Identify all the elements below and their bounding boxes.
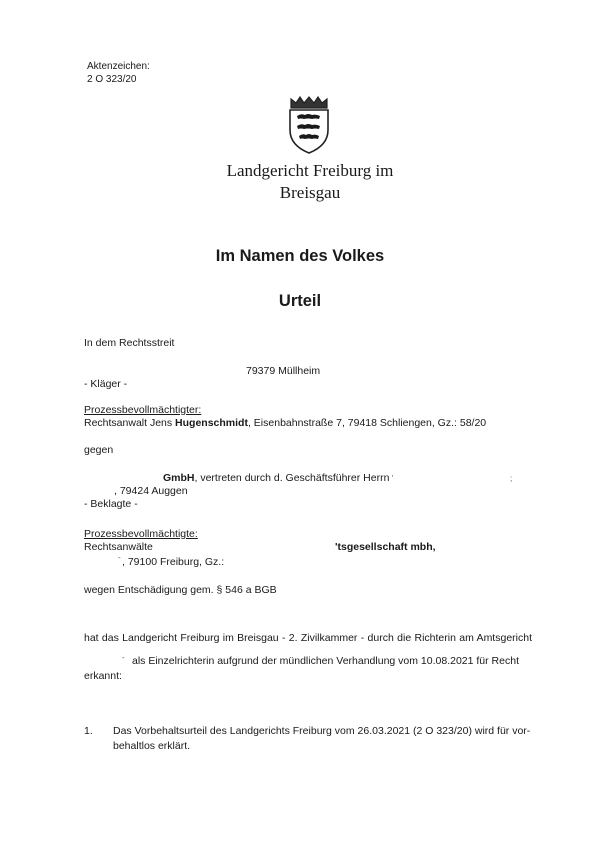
ruling-intro-line1: hat das Landgericht Freiburg im Breisgau - 2. Zivilkammer - durch die Richterin am Amtsgericht [84,632,532,644]
court-name-line1: Landgericht Freiburg im [226,161,394,180]
plaintiff-address: 79379 Müllheim [246,365,321,377]
subject-line: wegen Entschädigung gem. § 546 a BGB [84,584,277,596]
heading: Im Namen des Volkes [215,247,385,265]
versus-text: gegen [84,444,114,456]
case-reference-label: Aktenzeichen: [87,61,150,72]
defendant-counsel-firm: 'tsgesellschaft mbh, [335,541,436,553]
item-number: 1. [84,725,93,737]
counsel-prefix: Rechtsanwalt Jens [84,417,176,429]
ruling-intro-line3: erkannt: [84,670,122,682]
item-line2: behaltlos erklärt. [113,740,191,752]
defendant-counsel-heading: Prozessbevollmächtigte: [84,528,198,540]
defendant-company-suffix: GmbH [163,472,195,484]
intro-text: In dem Rechtsstreit [84,337,175,349]
defendant-counsel-label: Rechtsanwälte [84,541,153,553]
defendant-line: GmbH, vertreten durch d. Geschäftsführer Herrn ' [163,472,394,484]
counsel-rest: , Eisenbahnstraße 7, 79418 Schliengen, Gz.: 58/20 [247,417,487,429]
ruling-intro-line2: als Einzelrichterin aufgrund der mündlichen Verhandlung vom 10.08.2021 für Recht [132,655,519,667]
defendant-counsel-address: , 79100 Freiburg, Gz.: [122,556,225,568]
verdict-title: Urteil [278,292,322,310]
case-reference-number: 2 O 323/20 [87,74,137,85]
defendant-representation: , vertreten durch d. Geschäftsführer Herrn [194,472,390,484]
plaintiff-counsel-heading: Prozessbevollmächtigter: [84,404,202,416]
coat-of-arms-icon [288,96,330,154]
item-line1: Das Vorbehaltsurteil des Landgerichts Freiburg vom 26.03.2021 (2 O 323/20) wird für vor- [113,725,531,737]
defendant-address: , 79424 Auggen [114,485,188,497]
defendant-role: - Beklagte - [84,498,138,510]
plaintiff-role: - Kläger - [84,378,128,390]
counsel-surname: Hugenschmidt [175,417,248,429]
court-name-line2: Breisgau [279,183,341,202]
plaintiff-counsel-line [84,417,486,430]
